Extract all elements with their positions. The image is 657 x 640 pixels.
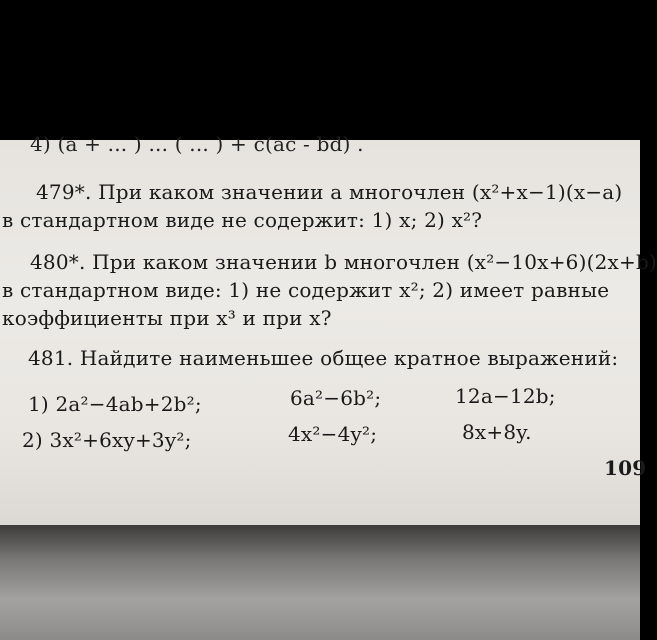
row2-col3: 8x+8y. <box>462 420 532 444</box>
row1-col1: 1) 2a²−4ab+2b²; <box>28 392 202 416</box>
row1-col2: 6a²−6b²; <box>290 386 382 410</box>
page-number: 109 <box>604 456 647 480</box>
problem-480-line-3: коэффициенты при x³ и при x? <box>2 306 332 330</box>
row2-col1: 2) 3x²+6xy+3y²; <box>22 428 192 452</box>
problem-480-line-2: в стандартном виде: 1) не содержит x²; 2) имеет равные <box>2 278 610 302</box>
cut-off-line: 4) (a + ... ) ... ( ... ) + c(ac - bd) . <box>30 132 364 156</box>
textbook-page <box>0 132 657 525</box>
problem-481-heading: 481. Найдите наименьшее общее кратное выражений: <box>28 346 619 370</box>
problem-480-line-1: 480*. При каком значении b многочлен (x²−10x+6)(2x+b) <box>30 250 657 274</box>
problem-479-line-1: 479*. При каком значении a многочлен (x²+x−1)(x−a) <box>36 180 623 204</box>
lower-shadow-area <box>0 525 640 640</box>
row2-col2: 4x²−4y²; <box>288 422 378 446</box>
row1-col3: 12a−12b; <box>455 384 556 408</box>
problem-479-line-2: в стандартном виде не содержит: 1) x; 2) x²? <box>2 208 483 232</box>
